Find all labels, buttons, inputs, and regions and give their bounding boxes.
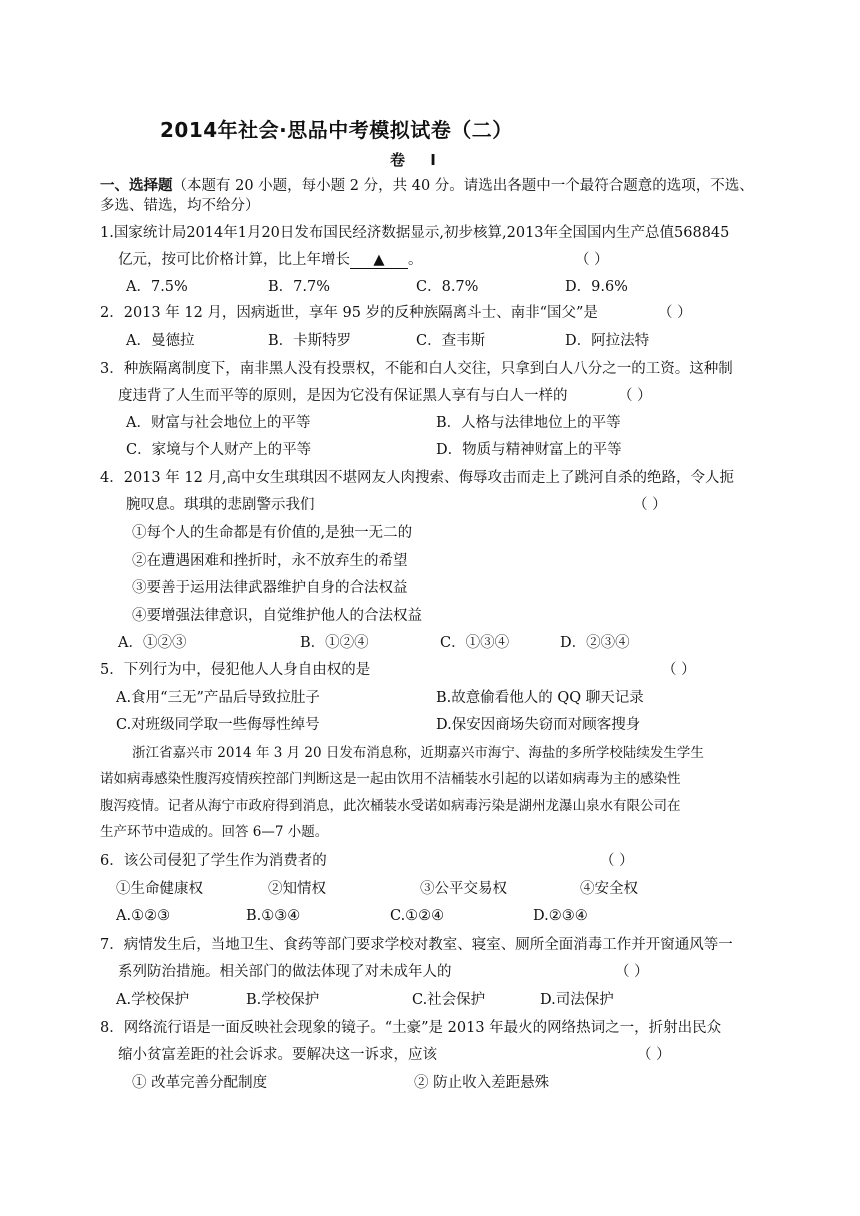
q2-stem: 2．2013 年 12 月，因病逝世，享年 95 岁的反种族隔离斗士、南非“国父”是 [100, 305, 598, 321]
q3-stem-line2: 度违背了人生而平等的原则，是因为它没有保证黑人享有与白人一样的 [118, 388, 568, 404]
q6-option-c: C.①②④ [390, 908, 445, 924]
part1-heading-line [100, 176, 754, 196]
q1-option-d: D．9.6% [565, 279, 628, 295]
q4-stem-line1: 4．2013 年 12 月,高中女生琪琪因不堪网友人肉搜索、侮辱攻击而走上了跳河自杀的绝路，令人扼 [100, 470, 735, 486]
q1-stem-line2 [118, 250, 423, 270]
part1-instructions: （本题有 20 小题，每小题 2 分，共 40 分。请选出各题中一个最符合题意的选项，不选、 [172, 178, 754, 194]
q6-item-3: ③公平交易权 [420, 881, 507, 897]
q1-option-c: C．8.7% [416, 279, 479, 295]
q4-item-4: ④要增强法律意识，自觉维护他人的合法权益 [132, 608, 422, 624]
q2-option-d: D．阿拉法特 [565, 333, 650, 349]
q6-item-4: ④安全权 [580, 881, 638, 897]
q7-answer-paren: （ ） [615, 964, 649, 980]
q6-answer-paren: （ ） [600, 853, 634, 869]
q8-stem-line2: 缩小贫富差距的社会诉求。要解决这一诉求，应该 [118, 1047, 437, 1063]
q6-item-2: ②知情权 [268, 881, 326, 897]
q4-item-3: ③要善于运用法律武器维护自身的合法权益 [132, 580, 408, 596]
q1-stem-end: 。 [408, 252, 423, 268]
q1-answer-paren: （ ） [575, 252, 609, 268]
q7-option-a: A.学校保护 [116, 992, 190, 1008]
q8-item-1: ① 改革完善分配制度 [132, 1075, 268, 1091]
q7-stem-line2: 系列防治措施。相关部门的做法体现了对未成年人的 [118, 964, 452, 980]
q3-option-c: C．家境与个人财产上的平等 [126, 442, 312, 458]
q6-stem: 6．该公司侵犯了学生作为消费者的 [100, 853, 327, 869]
exam-title: 2014年社会·思品中考模拟试卷（二） [160, 118, 513, 142]
material-line-2: 诺如病毒感染性腹泻疫情疾控部门判断这是一起由饮用不洁桶装水引起的以诺如病毒为主的感染性 [100, 771, 681, 787]
q4-item-2: ②在遭遇困难和挫折时，永不放弃生的希望 [132, 553, 408, 569]
material-line-4: 生产环节中造成的。回答 6—7 小题。 [100, 824, 329, 840]
q5-option-c: C.对班级同学取一些侮辱性绰号 [116, 717, 320, 733]
q5-option-a: A.食用“三无”产品后导致拉肚子 [116, 690, 320, 706]
q4-option-b: B．①②④ [300, 635, 369, 651]
q1-answer-blank: ▲ [350, 252, 408, 269]
q6-option-a: A.①②③ [116, 908, 171, 924]
q6-option-b: B.①③④ [246, 908, 301, 924]
part1-instructions-cont: 多选、错选，均不给分） [100, 198, 260, 214]
q5-option-d: D.保安因商场失窃而对顾客搜身 [436, 717, 641, 733]
q1-option-a: A．7.5% [126, 279, 188, 295]
q1-stem-line1: 1.国家统计局2014年1月20日发布国民经济数据显示,初步核算,2013年全国国内生产总值568845 [100, 225, 730, 241]
q7-stem-line1: 7．病情发生后，当地卫生、食药等部门要求学校对教室、寝室、厕所全面消毒工作并开窗通风等一 [100, 937, 733, 953]
q3-stem-line1: 3．种族隔离制度下，南非黑人没有投票权，不能和白人交往，只拿到白人八分之一的工资。这种制 [100, 361, 733, 377]
q4-item-1: ①每个人的生命都是有价值的,是独一无二的 [132, 525, 413, 541]
q1-option-b: B．7.7% [268, 279, 330, 295]
q6-option-d: D.②③④ [533, 908, 588, 924]
q4-answer-paren: （ ） [633, 497, 667, 513]
q2-option-c: C．查韦斯 [416, 333, 486, 349]
q3-answer-paren: （ ） [618, 388, 652, 404]
q7-option-c: C.社会保护 [412, 992, 486, 1008]
q4-option-d: D．②③④ [560, 635, 630, 651]
q5-stem: 5．下列行为中，侵犯他人人身自由权的是 [100, 662, 371, 678]
q7-option-b: B.学校保护 [246, 992, 320, 1008]
q7-option-d: D.司法保护 [540, 992, 614, 1008]
q4-stem-line2: 腕叹息。琪琪的悲剧警示我们 [126, 497, 315, 513]
q8-stem-line1: 8．网络流行语是一面反映社会现象的镜子。“土豪”是 2013 年最火的网络热词之一，折射出民众 [100, 1020, 722, 1036]
q5-option-b: B.故意偷看他人的 QQ 聊天记录 [436, 690, 644, 706]
q3-option-a: A．财富与社会地位上的平等 [126, 415, 311, 431]
q2-answer-paren: （ ） [658, 305, 692, 321]
q2-option-b: B．卡斯特罗 [268, 333, 352, 349]
q4-option-c: C．①③④ [440, 635, 510, 651]
q4-option-a: A．①②③ [118, 635, 187, 651]
q8-answer-paren: （ ） [637, 1047, 671, 1063]
material-line-3: 腹泻疫情。记者从海宁市政府得到消息，此次桶装水受诺如病毒污染是湖州龙瀑山泉水有限公司在 [100, 798, 681, 814]
section-label: 卷 Ⅰ [390, 151, 446, 169]
q8-item-2: ② 防止收入差距悬殊 [414, 1075, 550, 1091]
q3-option-d: D．物质与精神财富上的平等 [436, 442, 622, 458]
part1-heading: 一、选择题 [100, 178, 173, 194]
material-line-1: 浙江省嘉兴市 2014 年 3 月 20 日发布消息称，近期嘉兴市海宁、海盐的多所学校陆续发生学生 [132, 745, 704, 761]
q6-item-1: ①生命健康权 [116, 881, 203, 897]
q2-option-a: A．曼德拉 [126, 333, 195, 349]
q1-stem-text: 亿元，按可比价格计算，比上年增长 [118, 252, 350, 268]
q3-option-b: B．人格与法律地位上的平等 [436, 415, 621, 431]
q5-answer-paren: （ ） [662, 662, 696, 678]
